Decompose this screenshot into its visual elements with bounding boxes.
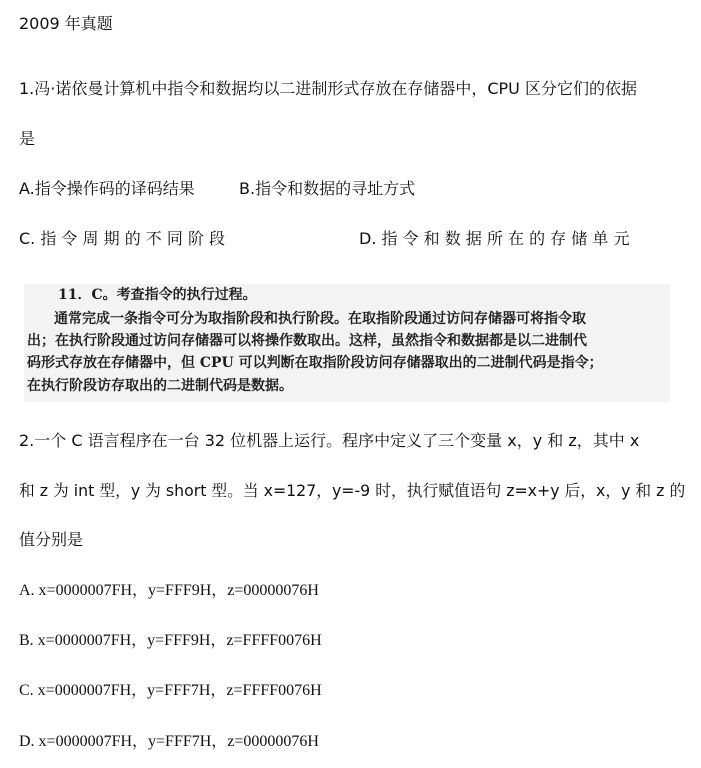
question-2-line-3: 值分别是 — [19, 530, 84, 549]
question-2-line-1: 2.一个 C 语言程序在一台 32 位机器上运行。程序中定义了三个变量 x，y 和 z，其中 x — [19, 431, 640, 450]
answer-line-4: 在执行阶段访存取出的二进制代码是数据。 — [27, 378, 293, 394]
question-2-option-c: C. x=0000007FH，y=FFF7H，z=FFFF0076H — [19, 682, 322, 699]
question-1-line-1: 1.冯·诺依曼计算机中指令和数据均以二进制形式存放在存储器中，CPU 区分它们的依据 — [19, 79, 637, 98]
question-1-option-c: C. 指 令 周 期 的 不 同 阶 段 — [19, 229, 226, 248]
question-1-option-d: D. 指 令 和 数 据 所 在 的 存 储 单 元 — [359, 229, 630, 248]
page-heading: 2009 年真题 — [19, 14, 113, 33]
answer-title: 11．C。考查指令的执行过程。 — [58, 287, 257, 303]
question-2-option-a: A. x=0000007FH，y=FFF9H，z=00000076H — [19, 582, 319, 599]
question-2-option-b: B. x=0000007FH，y=FFF9H，z=FFFF0076H — [19, 632, 322, 649]
question-2-line-2: 和 z 为 int 型，y 为 short 型。当 x=127，y=-9 时，执行赋值语句 z=x+y 后，x，y 和 z 的 — [19, 481, 686, 500]
answer-line-2: 出；在执行阶段通过访问存储器可以将操作数取出。这样，虽然指令和数据都是以二进制代 — [27, 333, 587, 349]
answer-explanation-scan — [24, 284, 670, 402]
question-2-option-d: D. x=0000007FH，y=FFF7H，z=00000076H — [19, 733, 319, 750]
question-1-option-a: A.指令操作码的译码结果 — [19, 179, 195, 198]
question-1-line-2: 是 — [19, 129, 36, 148]
answer-line-1: 通常完成一条指令可分为取指阶段和执行阶段。在取指阶段通过访问存储器可将指令取 — [54, 311, 586, 327]
question-1-option-b: B.指令和数据的寻址方式 — [239, 179, 416, 198]
answer-line-3: 码形式存放在存储器中，但 CPU 可以判断在取指阶段访问存储器取出的二进制代码是指令； — [27, 355, 603, 371]
